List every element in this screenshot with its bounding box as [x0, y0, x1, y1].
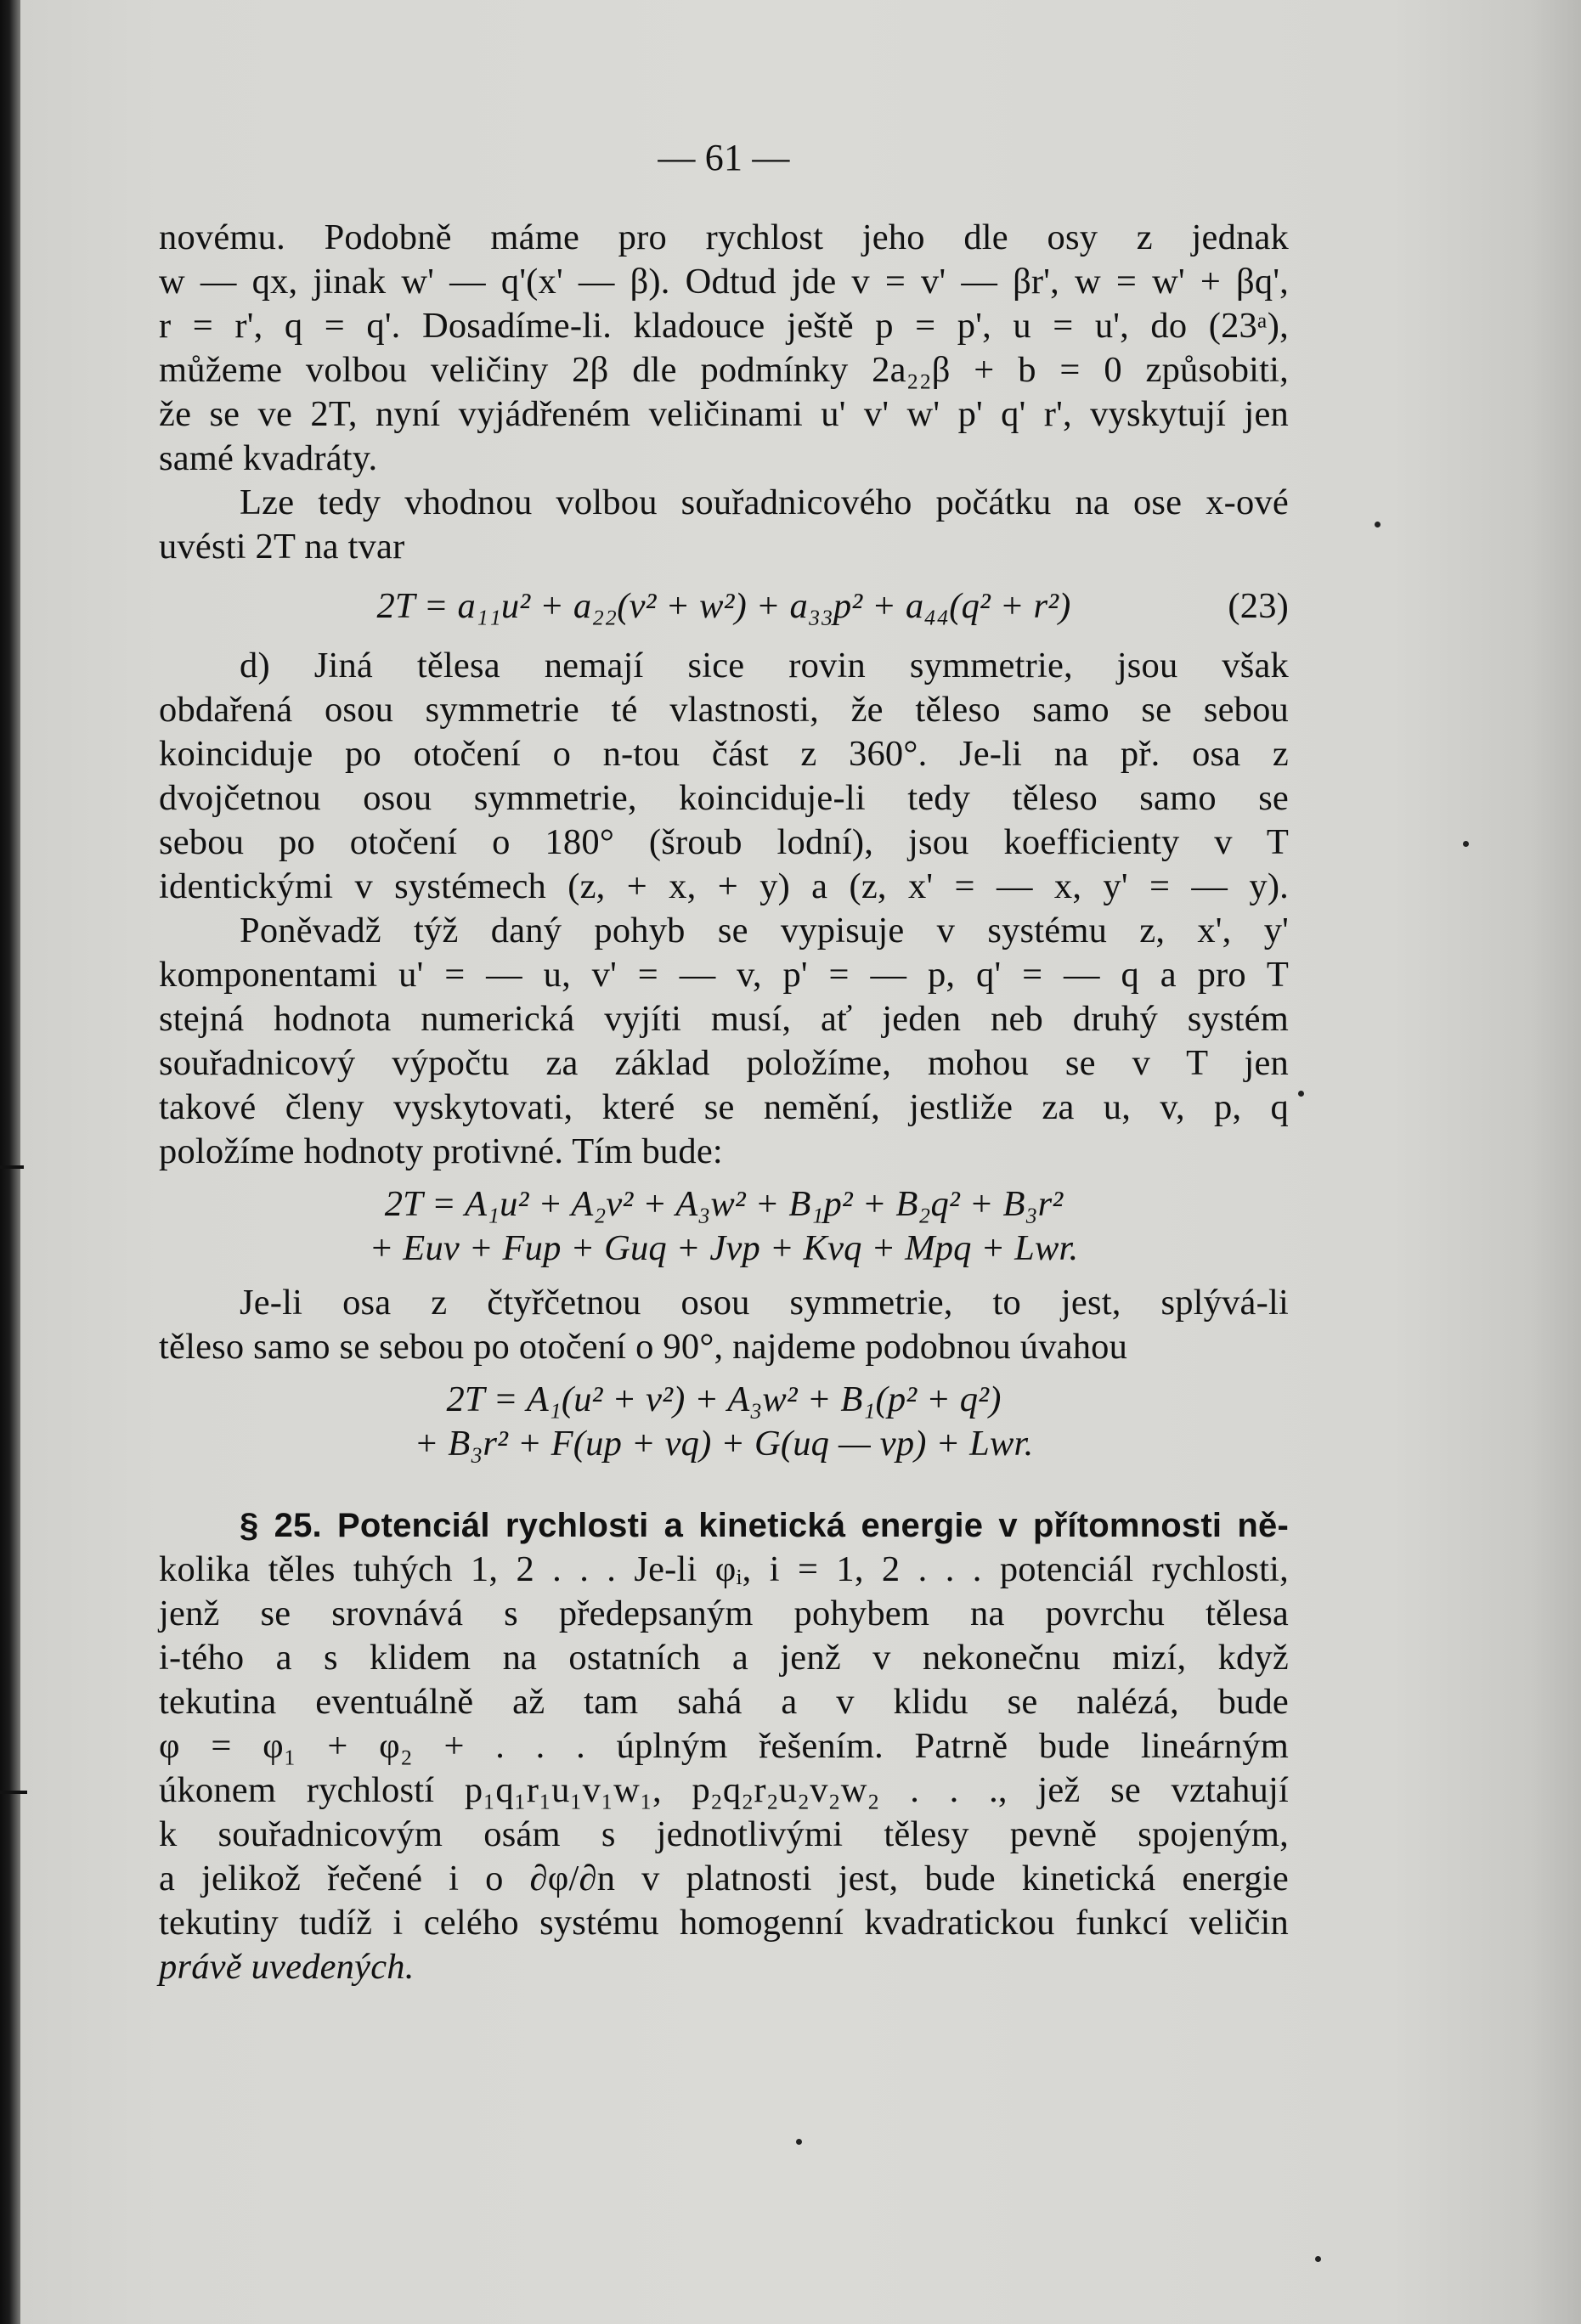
text-line: takové členy vyskytovati, které se nemění, jestliže za u, v, p, q	[159, 1087, 1289, 1127]
text-line: w — qx, jinak w' — q'(x' — β). Odtud jde v = v' — βr', w = w' + βq',	[159, 262, 1289, 302]
text-line: novému. Podobně máme pro rychlost jeho dle osy z jednak	[159, 217, 1289, 257]
text-line: že se ve 2T, nyní vyjádřeném veličinami u' v' w' p' q' r', vyskytují jen	[159, 394, 1289, 434]
text-line: Je-li osa z čtyřčetnou osou symmetrie, to jest, splývá-li	[240, 1283, 1289, 1323]
equation-23	[159, 584, 1289, 629]
text-line: jenž se srovnává s předepsaným pohybem na povrchu tělesa	[159, 1594, 1289, 1633]
speck	[1375, 522, 1381, 527]
text-line: φ = φ₁ + φ₂ + . . . úplným řešením. Patrně bude lineárným	[159, 1726, 1289, 1766]
margin-mark	[0, 1165, 24, 1169]
text-line: Lze tedy vhodnou volbou souřadnicového počátku na ose x-ové	[240, 482, 1289, 522]
paragraph	[159, 644, 1289, 1174]
text-line: r = r', q = q'. Dosadíme-li. kladouce ještě p = p', u = u', do (23ᵃ),	[159, 306, 1289, 346]
paragraph	[159, 481, 1289, 569]
equation-block	[159, 1182, 1289, 1271]
equation-block	[159, 1378, 1289, 1466]
paragraph	[159, 216, 1289, 481]
equation-number: (23)	[1228, 586, 1289, 626]
margin-mark	[0, 1791, 27, 1794]
text-line: úkonem rychlostí p₁q₁r₁u₁v₁w₁, p₂q₂r₂u₂v₂w₂ . . ., jež se vztahují	[159, 1770, 1289, 1810]
speck	[1298, 1091, 1304, 1097]
binding-edge	[0, 0, 20, 2324]
speck	[1463, 841, 1469, 847]
equation-line: + B₃r² + F(up + vq) + G(uq — vp) + Lwr.	[414, 1424, 1034, 1464]
paragraph	[159, 1281, 1289, 1369]
speck	[1315, 2256, 1321, 2262]
text-line: těleso samo se sebou po otočení o 90°, najdeme podobnou úvahou	[159, 1327, 1128, 1367]
equation-line: 2T = A₁(u² + v²) + A₃w² + B₁(p² + q²)	[446, 1379, 1002, 1419]
text-line: k souřadnicovým osám s jednotlivými tělesy pevně spojeným,	[159, 1814, 1289, 1854]
text-line: obdařená osou symmetrie té vlastnosti, že těleso samo se sebou	[159, 690, 1289, 730]
text-line: tekutina eventuálně až tam sahá a v klidu se nalézá, bude	[159, 1682, 1289, 1722]
text-line: kolika těles tuhých 1, 2 . . . Je-li φᵢ, i = 1, 2 . . . potenciál rychlosti,	[159, 1549, 1289, 1589]
equation-body: 2T = a₁₁u² + a₂₂(v² + w²) + a₃₃p² + a₄₄(q² + r²)	[376, 586, 1071, 626]
text-line: uvésti 2T na tvar	[159, 527, 405, 567]
text-line: můžeme volbou veličiny 2β dle podmínky 2a₂₂β + b = 0 způsobiti,	[159, 350, 1289, 390]
text-line: komponentami u' = — u, v' = — v, p' = — p, q' = — q a pro T	[159, 955, 1289, 995]
text-line: i-tého a s klidem na ostatních a jenž v nekonečnu mizí, když	[159, 1638, 1289, 1678]
text-line: souřadnicový výpočtu za základ položíme, mohou se v T jen	[159, 1043, 1289, 1083]
page-number: — 61 —	[658, 137, 790, 178]
text-line: samé kvadráty.	[159, 438, 378, 478]
text-line: Poněvadž týž daný pohyb se vypisuje v systému z, x', y'	[240, 911, 1289, 950]
equation-line: 2T = A₁u² + A₂v² + A₃w² + B₁p² + B₂q² + B₃r²	[384, 1184, 1064, 1224]
equation-line: + Euv + Fup + Guq + Jvp + Kvq + Mpq + Lwr.	[369, 1228, 1079, 1268]
page-content	[159, 136, 1289, 1989]
text-line: a jelikož řečené i o ∂φ/∂n v platnosti jest, bude kinetická energie	[159, 1859, 1289, 1898]
section-25	[159, 1503, 1289, 1989]
text-line: tekutiny tudíž i celého systému homogenní kvadratickou funkcí veličin	[159, 1903, 1289, 1943]
text-line: právě uvedených.	[159, 1947, 415, 1987]
page-shadow	[1530, 0, 1581, 2324]
text-line: identickými v systémech (z, + x, + y) a (z, x' = — x, y' = — y).	[159, 866, 1289, 906]
section-heading: § 25. Potenciál rychlosti a kinetická energie v přítomnosti ně-	[240, 1507, 1289, 1544]
text-line: stejná hodnota numerická vyjíti musí, ať jeden neb druhý systém	[159, 999, 1289, 1039]
speck	[796, 2139, 802, 2145]
text-line: položíme hodnoty protivné. Tím bude:	[159, 1131, 723, 1171]
text-line: koinciduje po otočení o n-tou část z 360°. Je-li na př. osa z	[159, 734, 1289, 774]
text-line: dvojčetnou osou symmetrie, koinciduje-li tedy těleso samo se	[159, 778, 1289, 818]
text-line: sebou po otočení o 180° (šroub lodní), jsou koefficienty v T	[159, 822, 1289, 862]
text-line: d) Jiná tělesa nemají sice rovin symmetrie, jsou však	[240, 646, 1289, 685]
